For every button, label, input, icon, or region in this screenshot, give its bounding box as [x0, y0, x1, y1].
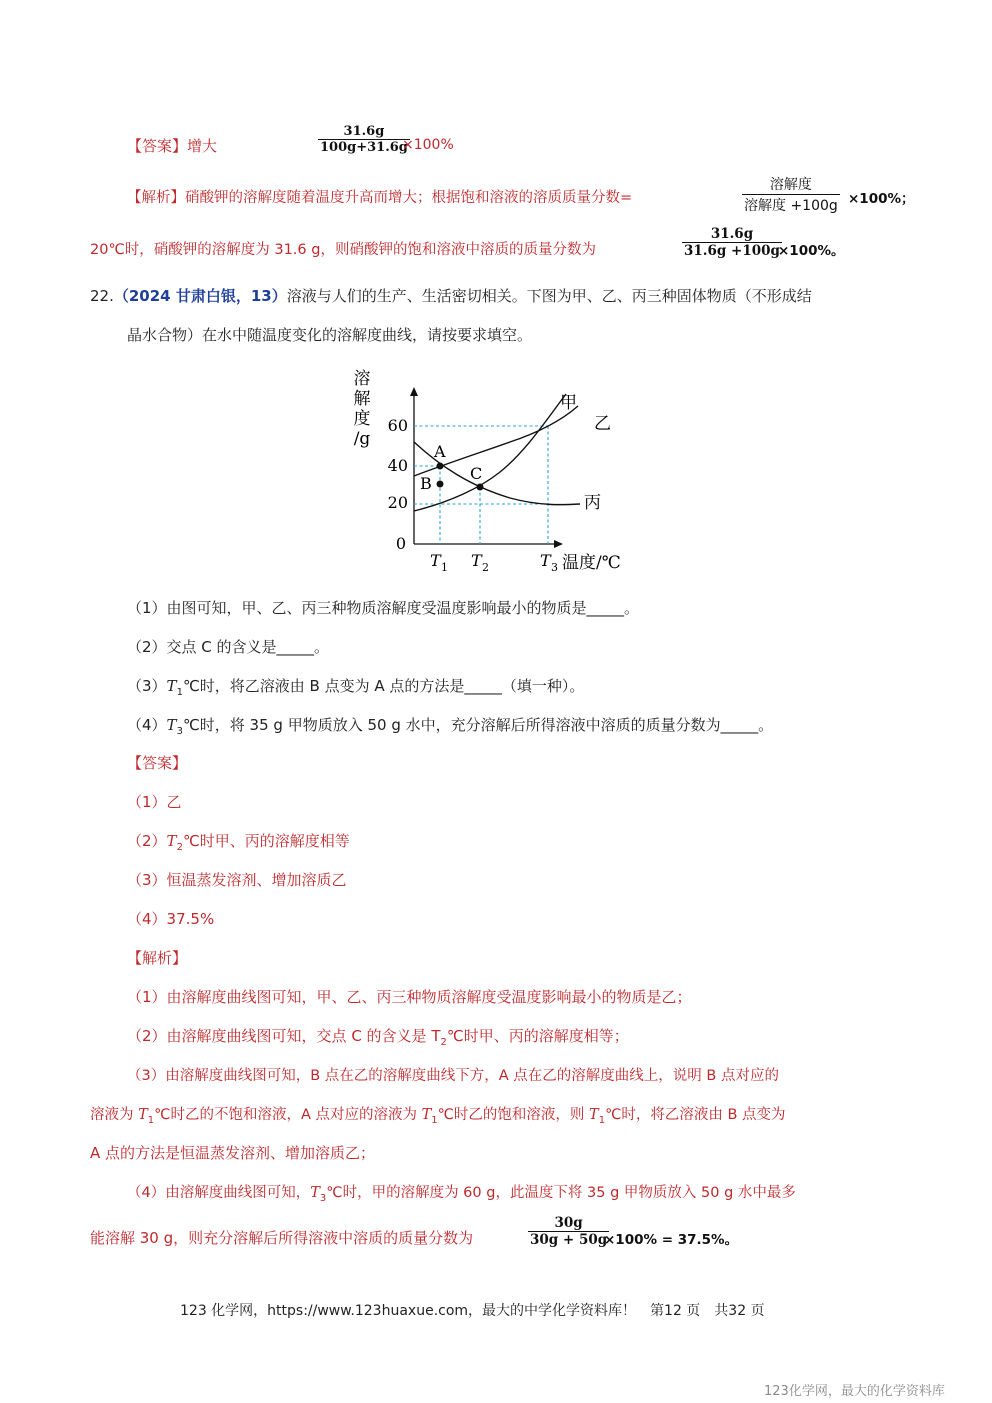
- answer-3: （3）恒温蒸发溶剂、增加溶质乙: [127, 871, 347, 889]
- sub-question-3: $(3)T_1℃$时，将乙溶液由 B 点变为 A 点的方法是_____（填一种）。: [127, 677, 585, 698]
- point-a: [437, 463, 444, 470]
- sub-question-1: （1）由图可知，甲、乙、丙三种物质溶解度受温度影响最小的物质是_____。: [127, 599, 640, 617]
- question-text1: 溶液与人们的生产、生活密切相关。下图为甲、乙、丙三种固体物质（不形成结: [286, 287, 812, 305]
- ytick-label: 40: [387, 456, 408, 475]
- point-c: [477, 484, 484, 491]
- fraction-numerator: 溶解度: [769, 177, 812, 193]
- analysis-4-suffix: ×100% = 37.5%。: [604, 1232, 739, 1248]
- fraction-numerator: 31.6g: [710, 226, 754, 242]
- prev-answer-fraction: [318, 124, 410, 155]
- fraction-numerator: 31.6g: [343, 124, 385, 139]
- xtick-t3: [540, 551, 558, 574]
- analysis-3-line1: （3）由溶解度曲线图可知，B 点在乙的溶解度曲线下方，A 点在乙的溶解度曲线上，说明 B 点对应的: [127, 1068, 779, 1084]
- question-line2: 晶水合物）在水中随温度变化的溶解度曲线，请按要求填空。: [127, 326, 533, 344]
- prev-analysis-suffix1: ×100%；: [848, 191, 915, 207]
- chart-ylabel: [354, 369, 371, 449]
- question-line1: [90, 285, 812, 306]
- ytick-label: 60: [387, 416, 408, 435]
- svg-text:T: T: [471, 551, 482, 570]
- prev-analysis-fraction1: [742, 174, 840, 215]
- svg-text:T: T: [430, 551, 441, 570]
- svg-text:3: 3: [551, 561, 558, 574]
- prev-analysis-line1: 【解析】硝酸钾的溶解度随着温度升高而增大；根据饱和溶液的溶质质量分数=: [127, 190, 633, 206]
- point-b: [437, 481, 444, 488]
- analysis-label: 【解析】: [127, 949, 188, 967]
- analysis-3-line2: 溶液为 $T_1℃$时乙的不饱和溶液，A 点对应的溶液为 $T_1℃$时乙的饱和溶液，则 $T_1℃$时，将乙溶液由 B 点变为: [90, 1107, 786, 1126]
- origin-label: 0: [395, 534, 406, 553]
- prev-analysis-line2: 20℃时，硝酸钾的溶解度为 31.6 g，则硝酸钾的饱和溶液中溶质的质量分数为: [90, 242, 596, 258]
- prev-answer-suffix: ×100%: [402, 137, 454, 153]
- fraction-denominator: 30g + 50g: [530, 1232, 608, 1248]
- ylabel-line-1: 溶: [353, 369, 371, 389]
- legend-bing: 丙: [584, 493, 601, 513]
- page-footer: 123 化学网，https://www.123huaxue.com，最大的中学化学资料库！ 第12 页 共32 页: [180, 1303, 765, 1319]
- question-number: 22.: [90, 287, 114, 305]
- svg-text:T: T: [540, 551, 551, 570]
- question-source: （2024 甘肃白银，13）: [113, 287, 287, 305]
- prev-analysis-fraction2: [682, 226, 782, 259]
- xtick-t2: [471, 551, 489, 574]
- watermark: 123化学网，最大的化学资料库: [764, 1384, 945, 1399]
- y-axis-arrow: [410, 387, 418, 396]
- svg-text:2: 2: [482, 561, 489, 574]
- fraction-denominator: 31.6g +100g: [684, 243, 780, 259]
- legend-yi: 乙: [594, 414, 611, 434]
- legend-jia: 甲: [560, 393, 577, 413]
- answer-4: （4）37.5%: [127, 910, 215, 928]
- x-axis-arrow: [554, 540, 563, 548]
- prev-analysis-suffix2: ×100%。: [778, 243, 845, 259]
- ylabel-line-2: 解: [353, 389, 371, 409]
- point-b-label: B: [420, 474, 432, 493]
- ytick-label: 20: [387, 493, 408, 512]
- analysis-4-fraction: [528, 1215, 609, 1248]
- answer-label: 【答案】: [127, 754, 188, 772]
- prev-answer-label: 【答案】增大: [127, 137, 218, 155]
- sub-question-2: （2）交点 C 的含义是_____。: [127, 638, 330, 656]
- answer-2: $(2)T_2℃$时甲、丙的溶解度相等: [127, 832, 350, 853]
- ylabel-line-4: /g: [353, 429, 371, 449]
- analysis-1: （1）由溶解度曲线图可知，甲、乙、丙三种物质溶解度受温度影响最小的物质是乙；: [127, 988, 692, 1006]
- fraction-numerator: 30g: [554, 1215, 583, 1231]
- xlabel: 温度/℃: [562, 553, 621, 573]
- analysis-2: （2）由溶解度曲线图可知，交点 C 的含义是 $T_2℃$时甲、丙的溶解度相等；: [127, 1027, 629, 1048]
- analysis-3-line3: A 点的方法是恒温蒸发溶剂、增加溶质乙；: [90, 1144, 376, 1162]
- solubility-chart: [340, 362, 640, 577]
- analysis-4-line2: 能溶解 30 g，则充分溶解后所得溶液中溶质的质量分数为: [90, 1229, 474, 1247]
- fraction-denominator: 溶解度 +100g: [744, 198, 838, 214]
- point-c-label: C: [470, 464, 483, 483]
- xtick-t1: [430, 551, 448, 574]
- answer-1: （1）乙: [127, 793, 182, 811]
- sub-question-4: $(4)T_3℃$时，将 35 g 甲物质放入 50 g 水中，充分溶解后所得溶液中溶质的质量分数为_____。: [127, 716, 774, 737]
- fraction-denominator: 100g+31.6g: [320, 140, 408, 155]
- ylabel-line-3: 度: [353, 409, 371, 429]
- point-a-label: A: [434, 442, 446, 461]
- analysis-4-line1: （4）由溶解度曲线图可知，$T_3℃$时，甲的溶解度为 60 g，此温度下将 35 g 甲物质放入 50 g 水中最多: [127, 1185, 796, 1204]
- svg-text:1: 1: [441, 561, 448, 574]
